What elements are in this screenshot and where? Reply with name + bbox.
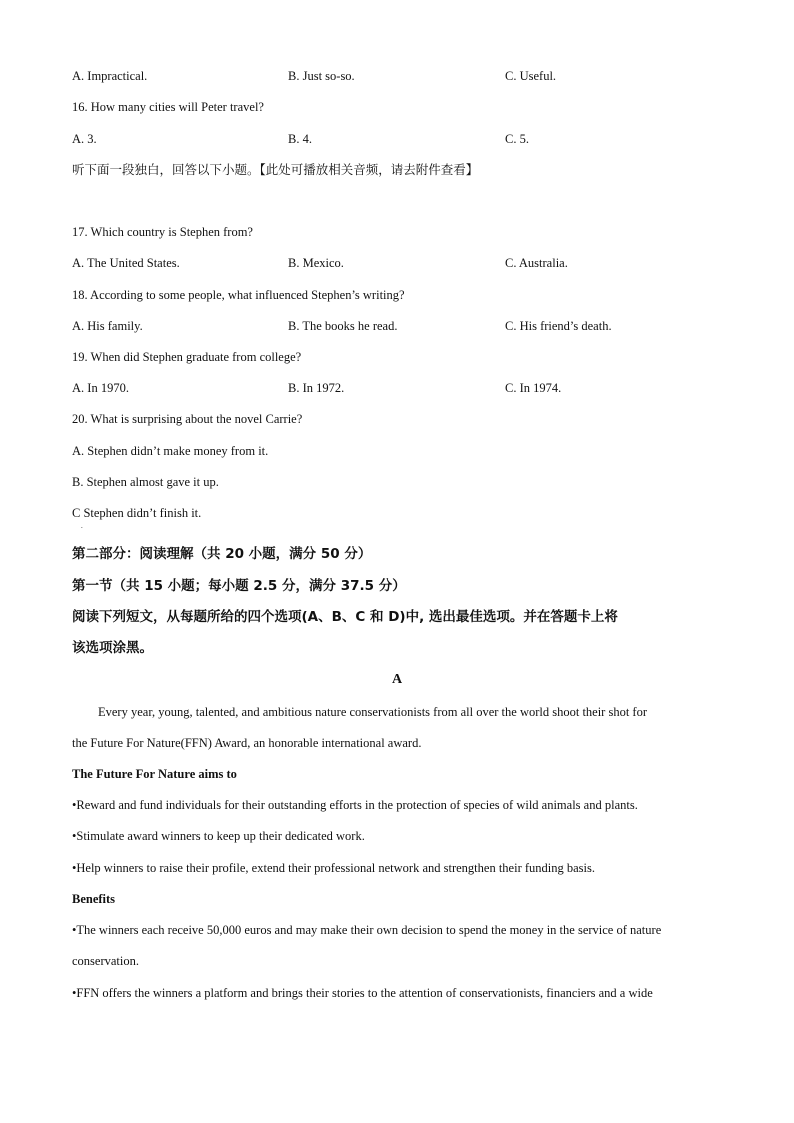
benefit-item-2-line-1: •FFN offers the winners a platform and brings their stories to the attention of conservationists, financiers and a wide [72, 986, 653, 1000]
q20-option-c-mark: . [81, 522, 83, 530]
aim-item-1: •Reward and fund individuals for their outstanding efforts in the protection of species of wild animals and plants. [72, 798, 638, 812]
q20-option-c: C Stephen didn’t finish it. [72, 506, 202, 520]
q18-option-b: B. The books he read. [288, 319, 398, 333]
q17-question: 17. Which country is Stephen from? [72, 225, 253, 239]
paragraph-1-line-1: Every year, young, talented, and ambitious nature conservationists from all over the world shoot their shot for [98, 705, 648, 719]
q15-option-b: B. Just so-so. [288, 69, 355, 83]
part2-title: 第二部分：阅读理解（共 20 小题，满分 50 分） [72, 546, 372, 562]
q16-option-b: B. 4. [288, 132, 312, 146]
q18-option-c: C. His friend’s death. [505, 319, 612, 333]
benefit-item-1-line-1: •The winners each receive 50,000 euros and may make their own decision to spend the money in the service of nature [72, 923, 662, 937]
q16-option-c: C. 5. [505, 132, 529, 146]
q15-option-a: A. Impractical. [72, 69, 148, 83]
q17-option-c: C. Australia. [505, 256, 568, 270]
q15-option-c: C. Useful. [505, 69, 557, 83]
q19-option-a: A. In 1970. [72, 381, 129, 395]
aims-heading: The Future For Nature aims to [72, 767, 237, 781]
q19-question: 19. When did Stephen graduate from college? [72, 350, 302, 364]
aim-item-2: •Stimulate award winners to keep up their dedicated work. [72, 829, 365, 843]
instruction-line-2: 该选项涂黑。 [72, 640, 153, 656]
benefit-item-1-line-2: conservation. [72, 954, 139, 968]
passage-label: A [391, 672, 403, 687]
q19-option-c: C. In 1974. [505, 381, 562, 395]
q16-question: 16. How many cities will Peter travel? [72, 100, 264, 114]
q17-option-b: B. Mexico. [288, 256, 344, 270]
instruction-line-1: 阅读下列短文，从每题所给的四个选项(A、B、C 和 D)中, 选出最佳选项。并在答题卡上将 [72, 609, 618, 625]
aim-item-3: •Help winners to raise their profile, extend their professional network and strengthen their funding basis. [72, 861, 595, 875]
paragraph-1-line-2: the Future For Nature(FFN) Award, an honorable international award. [72, 736, 422, 750]
q20-option-a: A. Stephen didn’t make money from it. [72, 444, 269, 458]
q19-option-b: B. In 1972. [288, 381, 345, 395]
q17-option-a: A. The United States. [72, 256, 180, 270]
q20-question: 20. What is surprising about the novel Carrie? [72, 412, 303, 426]
section1-title: 第一节（共 15 小题；每小题 2.5 分，满分 37.5 分） [72, 578, 406, 594]
benefits-heading: Benefits [72, 892, 116, 906]
monologue-instruction: 听下面一段独白，回答以下小题。【此处可播放相关音频，请去附件查看】 [72, 162, 479, 177]
q18-option-a: A. His family. [72, 319, 143, 333]
q20-option-b: B. Stephen almost gave it up. [72, 475, 219, 489]
q18-question: 18. According to some people, what influenced Stephen’s writing? [72, 288, 405, 302]
q16-option-a: A. 3. [72, 132, 97, 146]
